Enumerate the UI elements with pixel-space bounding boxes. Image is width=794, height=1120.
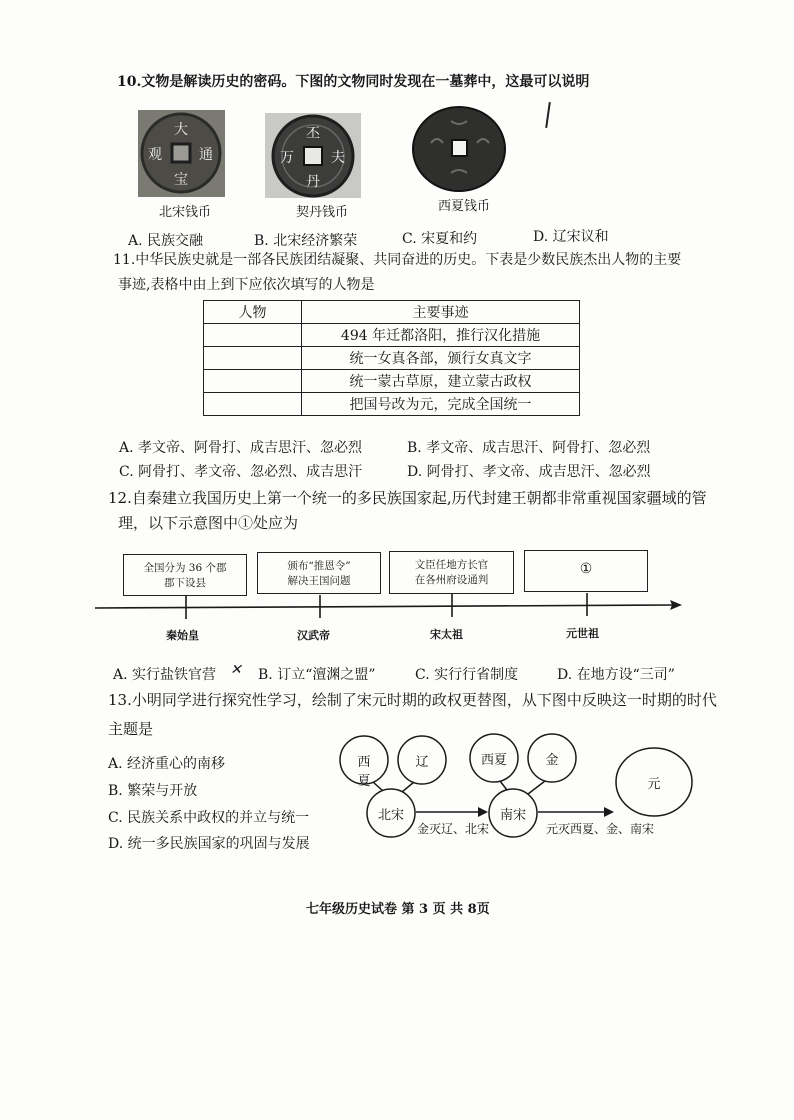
- timeline-axis: [90, 592, 690, 622]
- timeline-box-text: ①: [579, 561, 593, 577]
- coin2-char-bottom: 丹: [306, 174, 320, 190]
- q11-stem-line2: 事迹,表格中由上到下应依次填写的人物是: [118, 277, 375, 293]
- q10-stem: 10.文物是解读历史的密码。下图的文物同时发现在一墓葬中，这最可以说明: [117, 74, 590, 90]
- table-cell-person: [204, 370, 302, 393]
- q10-option-d[interactable]: D. 辽宋议和: [533, 229, 609, 245]
- q12-option-c[interactable]: C. 实行行省制度: [415, 667, 519, 683]
- timeline-label-song: 宋太祖: [430, 628, 463, 641]
- timeline-box-text: 全国分为 36 个郡: [143, 562, 227, 574]
- pen-mark: [545, 102, 551, 128]
- q13-option-b[interactable]: B. 繁荣与开放: [108, 783, 198, 799]
- table-header-row: [204, 301, 580, 324]
- table-header-deeds: 主要事迹: [302, 301, 580, 324]
- q12-stem-line2: 理，以下示意图中①处应为: [118, 514, 299, 532]
- coin1-char-right: 通: [199, 147, 213, 163]
- coin-icon: [411, 103, 507, 193]
- table-row: [204, 370, 580, 393]
- coin1-char-bottom: 宝: [174, 172, 188, 188]
- coin2-char-right: 夫: [331, 150, 345, 166]
- timeline-label-han: 汉武帝: [297, 629, 330, 642]
- q13-stem-line1: 13.小明同学进行探究性学习，绘制了宋元时期的政权更替图，从下图中反映这一时期的时代: [108, 691, 717, 709]
- q13-stem-line2: 主题是: [108, 720, 154, 738]
- table-cell-person: [204, 393, 302, 416]
- table-row: [204, 347, 580, 370]
- coin3-caption: 西夏钱币: [438, 199, 491, 214]
- coin1-caption: 北宋钱币: [159, 205, 212, 220]
- node-liao: 辽: [415, 755, 429, 770]
- q13-option-a[interactable]: A. 经济重心的南移: [108, 756, 226, 772]
- q13-option-d[interactable]: D. 统一多民族国家的巩固与发展: [108, 836, 310, 852]
- page-footer: 七年级历史试卷 第 3 页 共 8页: [306, 902, 490, 917]
- timeline-box-text: 郡下设县: [164, 577, 206, 589]
- node-xixia-2: 西夏: [480, 753, 507, 768]
- table-cell-deed: 统一蒙古草原，建立蒙古政权: [302, 370, 580, 393]
- table-cell-deed: 把国号改为元，完成全国统一: [302, 393, 580, 416]
- coin2-char-left: 万: [280, 150, 294, 166]
- timeline-box-han: [257, 552, 381, 594]
- table-cell-deed: 494 年迁都洛阳，推行汉化措施: [302, 324, 580, 347]
- table-cell-person: [204, 324, 302, 347]
- table-cell-person: [204, 347, 302, 370]
- node-yuan: 元: [647, 777, 661, 792]
- q12-option-d[interactable]: D. 在地方设“三司”: [557, 667, 675, 683]
- coin1-char-top: 大: [174, 122, 188, 138]
- table-row: [204, 324, 580, 347]
- arrow2-label: 元灭西夏、金、南宋: [546, 822, 655, 836]
- q10-option-b[interactable]: B. 北宋经济繁荣: [254, 233, 358, 249]
- node-northern-song: 北宋: [377, 808, 404, 823]
- coin2-char-top: 丕: [306, 126, 320, 142]
- coin1-char-left: 观: [148, 147, 162, 163]
- regime-change-diagram: [330, 730, 710, 860]
- timeline-box-song: [389, 551, 514, 594]
- table-header-person: 人物: [204, 301, 302, 324]
- timeline-box-text: 在各州府设通判: [414, 574, 489, 586]
- q10-option-a[interactable]: A. 民族交融: [128, 233, 204, 249]
- timeline-box-blank: [524, 550, 648, 592]
- figures-deeds-table: [203, 300, 580, 416]
- northern-song-coin-image: [138, 110, 225, 197]
- q11-option-a[interactable]: A. 孝文帝、阿骨打、成吉思汗、忽必烈: [119, 440, 363, 456]
- q11-option-c[interactable]: C. 阿骨打、孝文帝、忽必烈、成吉思汗: [119, 464, 363, 480]
- q11-stem-line1: 11.中华民族史就是一部各民族团结凝聚、共同奋进的历史。下表是少数民族杰出人物的主要: [113, 252, 682, 268]
- coin2-caption: 契丹钱币: [296, 205, 349, 220]
- node-xixia-1: 西夏: [357, 755, 371, 789]
- timeline-box-text: 文臣任地方长官: [414, 559, 489, 571]
- timeline-box-qin: [123, 554, 247, 596]
- handwritten-x-mark: ✕: [230, 662, 242, 678]
- timeline-label-qin: 秦始皇: [166, 629, 199, 642]
- q11-option-b[interactable]: B. 孝文帝、成吉思汗、阿骨打、忽必烈: [407, 440, 651, 456]
- table-cell-deed: 统一女真各部，颁行女真文字: [302, 347, 580, 370]
- timeline-box-text: 颁布“推恩令”: [287, 560, 351, 572]
- q11-option-d[interactable]: D. 阿骨打、孝文帝、成吉思汗、忽必烈: [407, 464, 651, 480]
- khitan-coin-image: [265, 113, 361, 198]
- timeline-label-yuan: 元世祖: [566, 627, 599, 640]
- timeline-box-text: 解决王国问题: [287, 575, 351, 587]
- western-xia-coin-image: [411, 103, 507, 193]
- node-southern-song: 南宋: [499, 808, 526, 823]
- q12-option-a[interactable]: A. 实行盐铁官营: [113, 667, 217, 683]
- arrow1-label: 金灭辽、北宋: [417, 822, 490, 836]
- q13-option-c[interactable]: C. 民族关系中政权的并立与统一: [108, 810, 310, 826]
- table-row: [204, 393, 580, 416]
- q12-option-b[interactable]: B. 订立“澶渊之盟”: [258, 667, 376, 683]
- q10-option-c[interactable]: C. 宋夏和约: [402, 231, 478, 247]
- q12-stem-line1: 12.自秦建立我国历史上第一个统一的多民族国家起,历代封建王朝都非常重视国家疆域的管: [108, 489, 707, 507]
- node-jin: 金: [545, 753, 559, 768]
